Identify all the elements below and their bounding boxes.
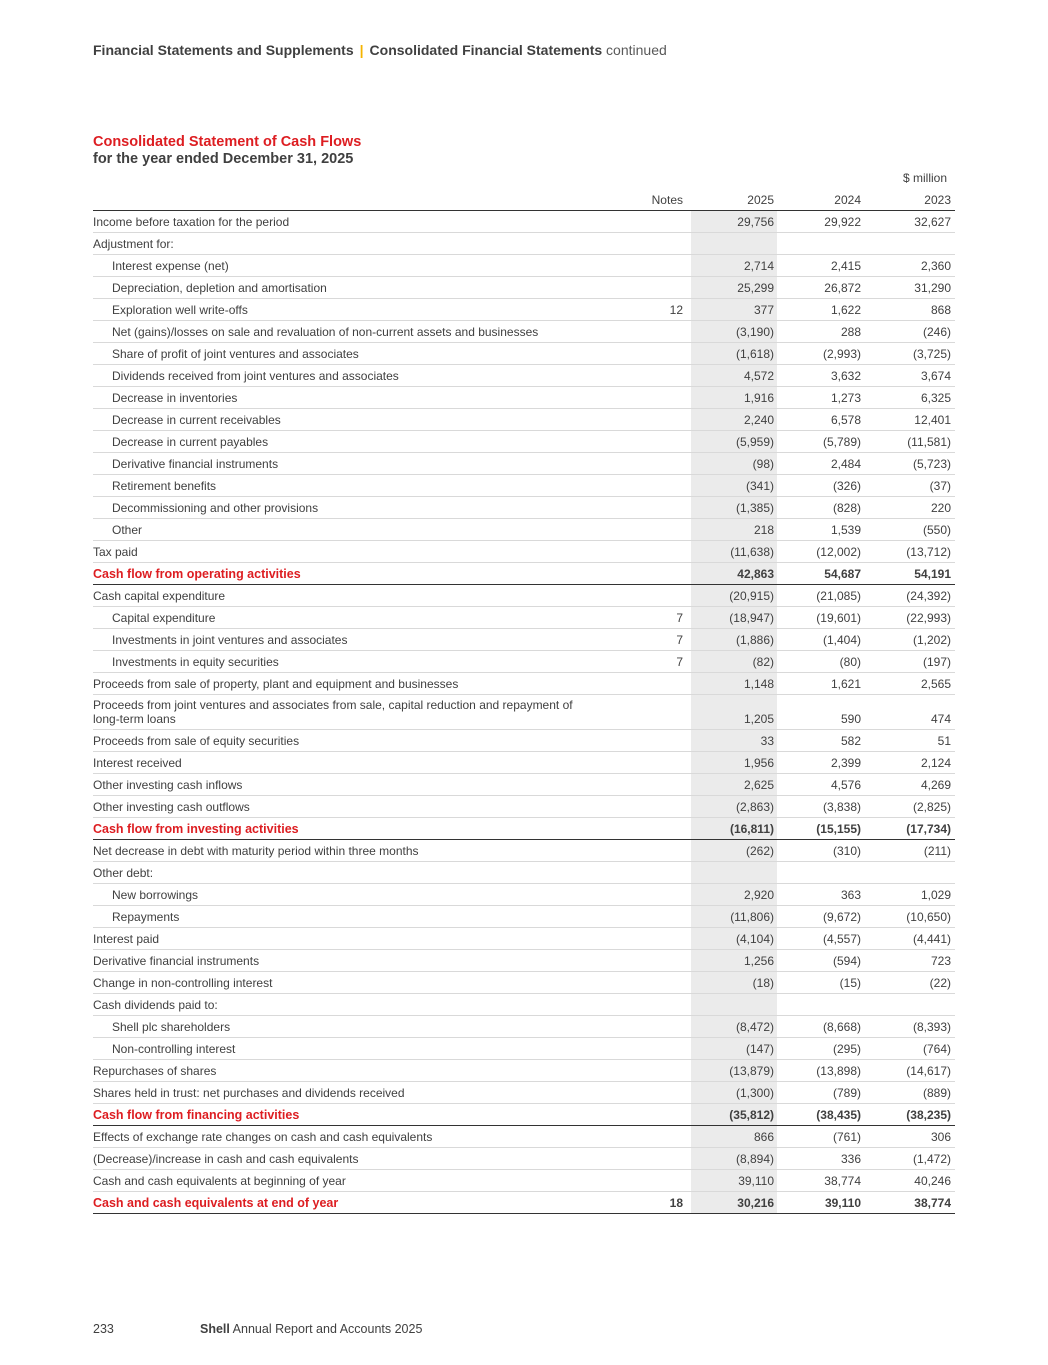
row-notes [613,211,685,232]
col-header-2025: 2025 [747,193,774,207]
row-notes [613,1082,685,1103]
row-value-2024: 288 [840,325,861,339]
row-label: Proceeds from joint ventures and associates from sale, capital reduction and repayment of long-term loans [93,698,573,726]
row-value-2025: 2,240 [691,409,777,430]
row-value-2025: 29,756 [691,211,777,232]
table-row [93,673,955,695]
row-value-2024: 54,687 [824,567,861,581]
row-value-2025: (1,886) [691,629,777,650]
table-row [93,1038,955,1060]
row-value-2023: 1,029 [920,888,951,902]
table-row [93,1082,955,1104]
row-notes [613,277,685,298]
row-label: Net decrease in debt with maturity period within three months [93,844,419,858]
statement-title-block [93,134,361,168]
table-row [93,928,955,950]
row-notes [613,972,685,993]
row-label: Cash and cash equivalents at end of year [93,1196,339,1210]
row-label: Cash flow from operating activities [93,567,301,581]
row-notes: 18 [669,1196,683,1210]
table-row [93,651,955,673]
row-label: Other debt: [93,866,154,880]
table-row [93,541,955,563]
row-value-2025: 33 [691,730,777,751]
row-notes [613,928,685,949]
row-value-2025: (16,811) [691,818,777,839]
row-value-2023: 12,401 [914,413,951,427]
row-value-2023: (17,734) [906,822,951,836]
row-value-2023: 40,246 [914,1174,951,1188]
row-value-2023: (764) [922,1042,951,1056]
row-value-2025: 377 [691,299,777,320]
row-label: Other [112,523,143,537]
row-value-2023: 38,774 [914,1196,951,1210]
row-value-2023: (5,723) [912,457,951,471]
row-value-2023: 2,124 [920,756,951,770]
table-total-row [93,1104,955,1126]
row-value-2024: (326) [832,479,861,493]
row-label: Decrease in inventories [112,391,238,405]
row-label: Interest expense (net) [112,259,229,273]
page-footer [93,1322,422,1336]
row-value-2025: (20,915) [691,585,777,606]
row-value-2023 [865,862,955,883]
row-value-2024: (15,155) [816,822,861,836]
row-notes [613,1038,685,1059]
table-row [93,1126,955,1148]
row-label: Cash and cash equivalents at beginning of year [93,1174,346,1188]
row-value-2023: 868 [930,303,951,317]
table-header-row [93,190,955,211]
row-label: Investments in equity securities [112,655,279,669]
row-label: Cash dividends paid to: [93,998,218,1012]
table-row [93,519,955,541]
row-notes [613,695,685,729]
row-value-2025: (5,959) [691,431,777,452]
row-notes [613,563,685,584]
table-row [93,277,955,299]
row-notes [613,730,685,751]
row-label: Retirement benefits [112,479,217,493]
row-value-2024: (12,002) [816,545,861,559]
row-notes: 7 [676,633,683,647]
row-notes [613,541,685,562]
row-value-2025: 1,256 [691,950,777,971]
row-notes [613,431,685,452]
row-label: (Decrease)/increase in cash and cash equivalents [93,1152,359,1166]
row-value-2023: (550) [922,523,951,537]
row-notes [613,321,685,342]
header-continued: continued [606,42,667,58]
table-row [93,255,955,277]
row-value-2024: 26,872 [824,281,861,295]
row-value-2024: 336 [840,1152,861,1166]
row-label: Cash capital expenditure [93,589,226,603]
row-value-2023: (14,617) [906,1064,951,1078]
row-label: Adjustment for: [93,237,174,251]
row-value-2024: (2,993) [822,347,861,361]
table-row [93,1016,955,1038]
table-row [93,607,955,629]
row-value-2023: 2,565 [920,677,951,691]
page-number: 233 [93,1322,114,1336]
row-value-2024: (19,601) [816,611,861,625]
row-notes [613,365,685,386]
table-total-row [93,563,955,585]
row-label: New borrowings [112,888,199,902]
row-notes [613,1104,685,1125]
row-value-2023: 723 [930,954,951,968]
row-notes [613,796,685,817]
row-value-2023: 2,360 [920,259,951,273]
row-value-2023: (197) [922,655,951,669]
row-value-2025: (3,190) [691,321,777,342]
row-notes [613,774,685,795]
row-value-2023: 31,290 [914,281,951,295]
row-notes [613,475,685,496]
row-notes [613,585,685,606]
row-value-2025: 42,863 [691,563,777,584]
row-value-2023: 54,191 [914,567,951,581]
table-row [93,497,955,519]
row-value-2023: (3,725) [912,347,951,361]
col-header-notes: Notes [651,193,683,207]
table-row [93,695,955,730]
row-value-2025: 39,110 [691,1170,777,1191]
row-value-2025: 1,148 [691,673,777,694]
row-value-2024: 38,774 [824,1174,861,1188]
row-value-2025: (18,947) [691,607,777,628]
row-notes [613,994,685,1015]
row-value-2025: 2,714 [691,255,777,276]
row-value-2023: 32,627 [914,215,951,229]
row-value-2023: 474 [930,712,951,726]
row-label: Repayments [112,910,180,924]
row-label: Capital expenditure [112,611,216,625]
row-notes [613,255,685,276]
table-row [93,453,955,475]
row-label: Proceeds from sale of property, plant and equipment and businesses [93,677,459,691]
row-value-2024: 2,484 [830,457,861,471]
table-body [93,211,955,1214]
row-label: Income before taxation for the period [93,215,290,229]
row-label: Interest received [93,756,182,770]
row-notes [613,387,685,408]
table-row [93,950,955,972]
row-value-2023: (11,581) [907,435,951,449]
row-label: Decommissioning and other provisions [112,501,319,515]
row-value-2025: 218 [691,519,777,540]
row-label: Other investing cash outflows [93,800,250,814]
row-value-2024: (5,789) [822,435,861,449]
row-notes: 7 [676,655,683,669]
row-value-2025: (98) [691,453,777,474]
row-value-2024 [778,862,864,883]
row-value-2024: (9,672) [822,910,861,924]
table-row [93,321,955,343]
row-notes [613,409,685,430]
row-value-2023: (889) [922,1086,951,1100]
row-label: Shares held in trust: net purchases and dividends received [93,1086,405,1100]
row-value-2025: 25,299 [691,277,777,298]
table-row [93,365,955,387]
row-value-2025: (35,812) [691,1104,777,1125]
row-value-2023: (8,393) [912,1020,951,1034]
row-value-2024: 1,539 [830,523,861,537]
running-header [93,42,667,58]
row-value-2024 [778,994,864,1015]
table-row [93,211,955,233]
table-row [93,299,955,321]
row-value-2025: 4,572 [691,365,777,386]
row-notes [613,818,685,839]
row-label: Cash flow from investing activities [93,822,299,836]
row-value-2024: (80) [839,655,861,669]
row-value-2023: 51 [937,734,951,748]
header-subsection: Consolidated Financial Statements [369,42,603,58]
row-notes [613,752,685,773]
row-value-2024: 4,576 [830,778,861,792]
row-notes [613,950,685,971]
row-label: Change in non-controlling interest [93,976,273,990]
row-notes [613,862,685,883]
row-value-2024: (13,898) [816,1064,861,1078]
row-value-2025: (1,300) [691,1082,777,1103]
row-value-2025: (262) [691,840,777,861]
row-value-2024: (310) [832,844,861,858]
row-label: Proceeds from sale of equity securities [93,734,300,748]
row-value-2023: (211) [923,844,951,858]
row-value-2025: (147) [691,1038,777,1059]
row-value-2023: (13,712) [906,545,951,559]
footer-report-title: Annual Report and Accounts 2025 [232,1322,423,1336]
row-value-2023: (38,235) [906,1108,951,1122]
row-notes [613,1126,685,1147]
table-row [93,906,955,928]
row-notes [613,906,685,927]
row-value-2024: 3,632 [830,369,861,383]
row-value-2024: (38,435) [816,1108,861,1122]
row-label: Derivative financial instruments [112,457,279,471]
row-value-2023: (24,392) [906,589,951,603]
row-value-2023: (2,825) [912,800,951,814]
row-notes [613,497,685,518]
row-value-2024: (295) [832,1042,861,1056]
row-value-2025 [691,233,777,254]
table-row [93,752,955,774]
row-value-2025: 30,216 [691,1192,777,1213]
header-section: Financial Statements and Supplements [93,42,354,58]
row-value-2025 [691,862,777,883]
row-notes [613,673,685,694]
col-header-2024: 2024 [834,193,861,207]
row-value-2023: 6,325 [920,391,951,405]
row-label: Other investing cash inflows [93,778,243,792]
row-value-2024: 6,578 [830,413,861,427]
row-value-2024: (15) [839,976,861,990]
row-notes [613,1170,685,1191]
table-row [93,1170,955,1192]
row-value-2025: 2,625 [691,774,777,795]
row-value-2024: (4,557) [822,932,861,946]
row-value-2024: (789) [832,1086,861,1100]
table-row [93,585,955,607]
row-label: Cash flow from financing activities [93,1108,300,1122]
table-row [93,475,955,497]
table-row [93,409,955,431]
row-value-2025: (11,806) [691,906,777,927]
unit-label: $ million [902,171,947,185]
statement-title: Consolidated Statement of Cash Flows [93,134,362,150]
row-value-2025: 2,920 [691,884,777,905]
table-row [93,862,955,884]
row-value-2025: (4,104) [691,928,777,949]
row-value-2025: 1,956 [691,752,777,773]
row-value-2023: (4,441) [912,932,951,946]
row-value-2025: (341) [691,475,777,496]
row-value-2023: (1,202) [912,633,951,647]
footer-brand: Shell [200,1322,230,1336]
cash-flow-table [93,190,955,1214]
row-value-2024: 590 [840,712,861,726]
row-value-2023 [865,994,955,1015]
row-value-2024: (761) [832,1130,861,1144]
row-value-2023: 4,269 [920,778,951,792]
row-value-2023: (10,650) [906,910,951,924]
row-value-2025: (82) [691,651,777,672]
row-label: Decrease in current payables [112,435,269,449]
row-value-2025 [691,994,777,1015]
row-notes: 12 [669,303,683,317]
row-notes: 7 [676,611,683,625]
row-label: Repurchases of shares [93,1064,217,1078]
row-value-2024: 2,415 [830,259,861,273]
row-value-2024: 2,399 [830,756,861,770]
row-notes [613,840,685,861]
row-label: Interest paid [93,932,160,946]
row-value-2024: 39,110 [824,1196,861,1210]
row-value-2024: (8,668) [822,1020,861,1034]
row-value-2024: (594) [832,954,861,968]
table-row [93,796,955,818]
row-notes [613,233,685,254]
row-value-2023: (22) [929,976,951,990]
row-value-2025: (2,863) [691,796,777,817]
row-notes [613,1148,685,1169]
row-label: Exploration well write-offs [112,303,248,317]
row-value-2025: (1,618) [691,343,777,364]
row-value-2024: (828) [832,501,861,515]
table-row [93,994,955,1016]
row-label: Net (gains)/losses on sale and revaluation of non-current assets and businesses [112,325,539,339]
row-label: Tax paid [93,545,138,559]
row-label: Investments in joint ventures and associates [112,633,348,647]
row-notes [613,1016,685,1037]
row-value-2024: 29,922 [824,215,861,229]
row-value-2024: (1,404) [822,633,861,647]
row-value-2024: 1,622 [830,303,861,317]
row-value-2024 [778,233,864,254]
row-value-2025: (1,385) [691,497,777,518]
row-value-2024: 1,621 [830,677,861,691]
row-value-2025: 1,205 [691,695,777,729]
row-value-2025: 866 [691,1126,777,1147]
table-row [93,233,955,255]
table-row [93,629,955,651]
row-label: Decrease in current receivables [112,413,281,427]
row-label: Dividends received from joint ventures and associates [112,369,399,383]
row-label: Shell plc shareholders [112,1020,231,1034]
row-notes [613,453,685,474]
row-value-2023: (246) [922,325,951,339]
row-notes [613,519,685,540]
row-value-2024: (3,838) [822,800,861,814]
row-value-2023: 306 [930,1130,951,1144]
table-row [93,884,955,906]
row-value-2023 [865,233,955,254]
row-value-2024: 1,273 [830,391,861,405]
row-label: Effects of exchange rate changes on cash and cash equivalents [93,1130,433,1144]
row-notes [613,1060,685,1081]
table-row [93,730,955,752]
table-row [93,387,955,409]
row-value-2024: 363 [840,888,861,902]
header-separator: | [359,42,364,58]
row-label: Depreciation, depletion and amortisation [112,281,327,295]
row-value-2024: 582 [840,734,861,748]
row-value-2023: (1,472) [912,1152,951,1166]
table-row [93,1060,955,1082]
row-value-2024: (21,085) [816,589,861,603]
table-row [93,431,955,453]
table-total-row [93,1192,955,1214]
row-value-2025: (11,638) [691,541,777,562]
col-header-2023: 2023 [924,193,951,207]
row-value-2025: 1,916 [691,387,777,408]
table-row [93,972,955,994]
row-value-2025: (8,894) [691,1148,777,1169]
row-value-2023: 220 [930,501,951,515]
row-value-2023: (22,993) [906,611,951,625]
table-row [93,343,955,365]
table-row [93,840,955,862]
row-value-2023: (37) [929,479,951,493]
row-label: Share of profit of joint ventures and associates [112,347,359,361]
row-label: Derivative financial instruments [93,954,260,968]
row-notes [613,343,685,364]
row-value-2025: (18) [691,972,777,993]
row-notes [613,884,685,905]
table-total-row [93,818,955,840]
row-value-2025: (13,879) [691,1060,777,1081]
table-row [93,1148,955,1170]
table-row [93,774,955,796]
row-label: Non-controlling interest [112,1042,236,1056]
row-value-2023: 3,674 [920,369,951,383]
statement-subtitle: for the year ended December 31, 2025 [93,151,354,167]
row-value-2025: (8,472) [691,1016,777,1037]
